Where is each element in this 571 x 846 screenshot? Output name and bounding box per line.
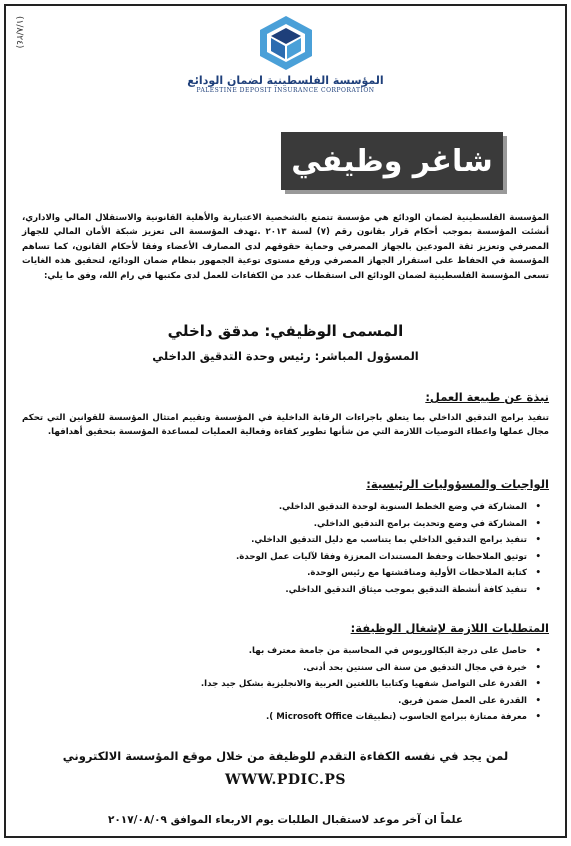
deadline-note: علماً ان آخر موعد لاستقبال الطلبات يوم الاربعاء الموافق ٢٠١٧/٠٨/٠٩: [107, 814, 463, 826]
org-header: [6, 14, 565, 94]
vacancy-banner: شاغر وظيفي: [281, 132, 503, 190]
list-item: • خبرة في مجال التدقيق من سنة الى سنتين بحد أدنى.: [66, 660, 527, 677]
list-item: • القدرة على العمل ضمن فريق.: [66, 693, 527, 710]
list-item: • تنفيذ كافة أنشطة التدقيق بموجب ميثاق التدقيق الداخلي.: [106, 582, 527, 599]
list-item: • كتابة الملاحظات الأولية ومناقشتها مع رئيس الوحدة.: [106, 565, 527, 582]
org-name-en: PALESTINE DEPOSIT INSURANCE CORPORATION: [196, 87, 375, 94]
website-link[interactable]: WWW.PDIC.PS: [225, 772, 346, 788]
list-item: • المشاركة في وضع وتحديث برامج التدقيق الداخلي.: [106, 516, 527, 533]
overview-text: تنفيذ برامج التدقيق الداخلي بما يتعلق باجراءات الرقابة الداخلية في المؤسسة وتقييم امتثال المؤسسة للقوانين التي تحكم مجال عملها واعطاء التوصيات اللازمة التي من شأنها تطوير كفاءة وفعالية العمليات لمساعدة المؤسسة بتحقيق أهدافها.: [22, 413, 549, 438]
pdic-logo-icon: [256, 14, 316, 72]
job-title: المسمى الوظيفي: مدقق داخلي: [167, 322, 404, 340]
duties-heading: الواجبات والمسؤوليات الرئيسية:: [366, 477, 549, 491]
requirements-heading: المتطلبات اللازمة لإشغال الوظيفة:: [350, 621, 549, 635]
list-item: • المشاركة في وضع الخطط السنوية لوحدة التدقيق الداخلي.: [106, 499, 527, 516]
list-item: • معرفة ممتازة ببرامج الحاسوب (تطبيقات Microsoft Office ).: [66, 709, 527, 726]
overview-heading: نبذة عن طبيعة العمل:: [425, 390, 549, 404]
list-item: • توثيق الملاحظات وحفظ المستندات المعززة وفقا لآليات عمل الوحدة.: [106, 549, 527, 566]
issue-code: (١/٨/٢٤): [14, 16, 24, 49]
direct-supervisor: المسؤول المباشر: رئيس وحدة التدقيق الداخلي: [152, 349, 419, 363]
job-ad-page: [4, 4, 567, 838]
duties-list: [106, 499, 543, 599]
list-item: • حاصل على درجة البكالوريوس في المحاسبة من جامعة معترف بها.: [66, 643, 527, 660]
intro-paragraph: المؤسسة الفلسطينية لضمان الودائع هي مؤسسة تتمتع بالشخصية الاعتبارية والأهلية القانونية والاستقلال المالي والاداري، أنشئت المؤسسة بموجب أحكام قرار بقانون رقم (٧) لسنة ٢٠١٣ .تهدف المؤسسة الى تعزيز شبكة الأمان المالي للجهاز المصرفي وتعزيز ثقة المودعين بالجهاز المصرفي وحماية حقوقهم لدى المصارف الأعضاء وفقا لأحكام القانون، كما تساهم المؤسسة في الحفاظ على استقرار الجهاز المصرفي ورفع مستوى توعية الجمهور بنظام ضمان الودائع، لتحقيق هذه الغايات تسعى المؤسسة الفلسطينية لضمان الودائع الى استقطاب عدد من الكفاءات للعمل لدى مكتبها في رام الله، وفق ما يلي:: [22, 213, 549, 281]
list-item: • القدرة على التواصل شفهيا وكتابيا باللغتين العربية والانجليزية بشكل جيد جدا.: [66, 676, 527, 693]
requirements-list: [66, 643, 543, 726]
apply-instructions: لمن يجد في نفسه الكفاءة التقدم للوظيفة من خلال موقع المؤسسة الالكتروني: [62, 749, 509, 763]
org-name-ar: المؤسسة الفلسطينية لضمان الودائع: [187, 74, 384, 87]
list-item: • تنفيذ برامج التدقيق الداخلي بما يتناسب مع دليل التدقيق الداخلي.: [106, 532, 527, 549]
